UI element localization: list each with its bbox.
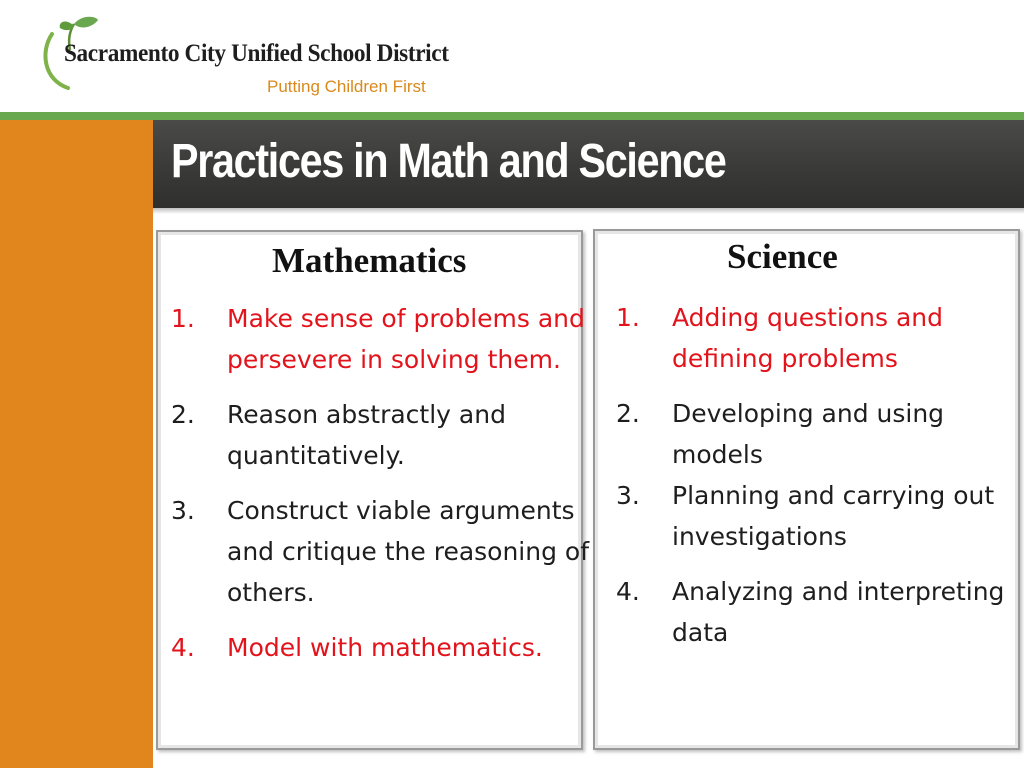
item-number: 1. <box>171 304 195 333</box>
mathematics-heading: Mathematics <box>272 241 467 280</box>
item-text: Developing and using models <box>672 399 945 469</box>
science-practice-item <box>616 475 1011 557</box>
science-practices-list <box>616 297 1011 653</box>
math-practice-item <box>171 627 591 668</box>
header-divider <box>0 112 1024 120</box>
mathematics-practices-list <box>171 298 591 668</box>
item-text: Analyzing and interpreting data <box>672 577 1005 647</box>
title-band <box>153 120 1024 208</box>
science-practice-item <box>616 571 1011 653</box>
orange-side-stripe <box>0 120 153 768</box>
item-text: Make sense of problems and persevere in solving them. <box>227 304 585 374</box>
district-name: Sacramento City Unified School District <box>64 40 449 67</box>
item-number: 3. <box>616 481 640 510</box>
item-number: 3. <box>171 496 195 525</box>
science-heading: Science <box>727 237 838 276</box>
item-text: Reason abstractly and quantitatively. <box>227 400 506 470</box>
science-practice-item <box>616 393 1011 475</box>
header <box>0 0 1024 112</box>
item-number: 4. <box>616 577 640 606</box>
item-number: 1. <box>616 303 640 332</box>
item-number: 2. <box>171 400 195 429</box>
item-number: 4. <box>171 633 195 662</box>
slide-title: Practices in Math and Science <box>171 135 726 188</box>
item-text: Model with mathematics. <box>227 633 543 662</box>
math-practice-item <box>171 394 591 476</box>
science-panel <box>593 229 1020 750</box>
item-text: Planning and carrying out investigations <box>672 481 995 551</box>
item-text: Construct viable arguments and critique the reasoning of others. <box>227 496 590 607</box>
math-practice-item <box>171 298 591 380</box>
item-text: Adding questions and defining problems <box>672 303 944 373</box>
science-practice-item <box>616 297 1011 379</box>
mathematics-panel <box>156 230 590 750</box>
district-tagline: Putting Children First <box>267 77 426 96</box>
item-number: 2. <box>616 399 640 428</box>
math-practice-item <box>171 490 591 613</box>
